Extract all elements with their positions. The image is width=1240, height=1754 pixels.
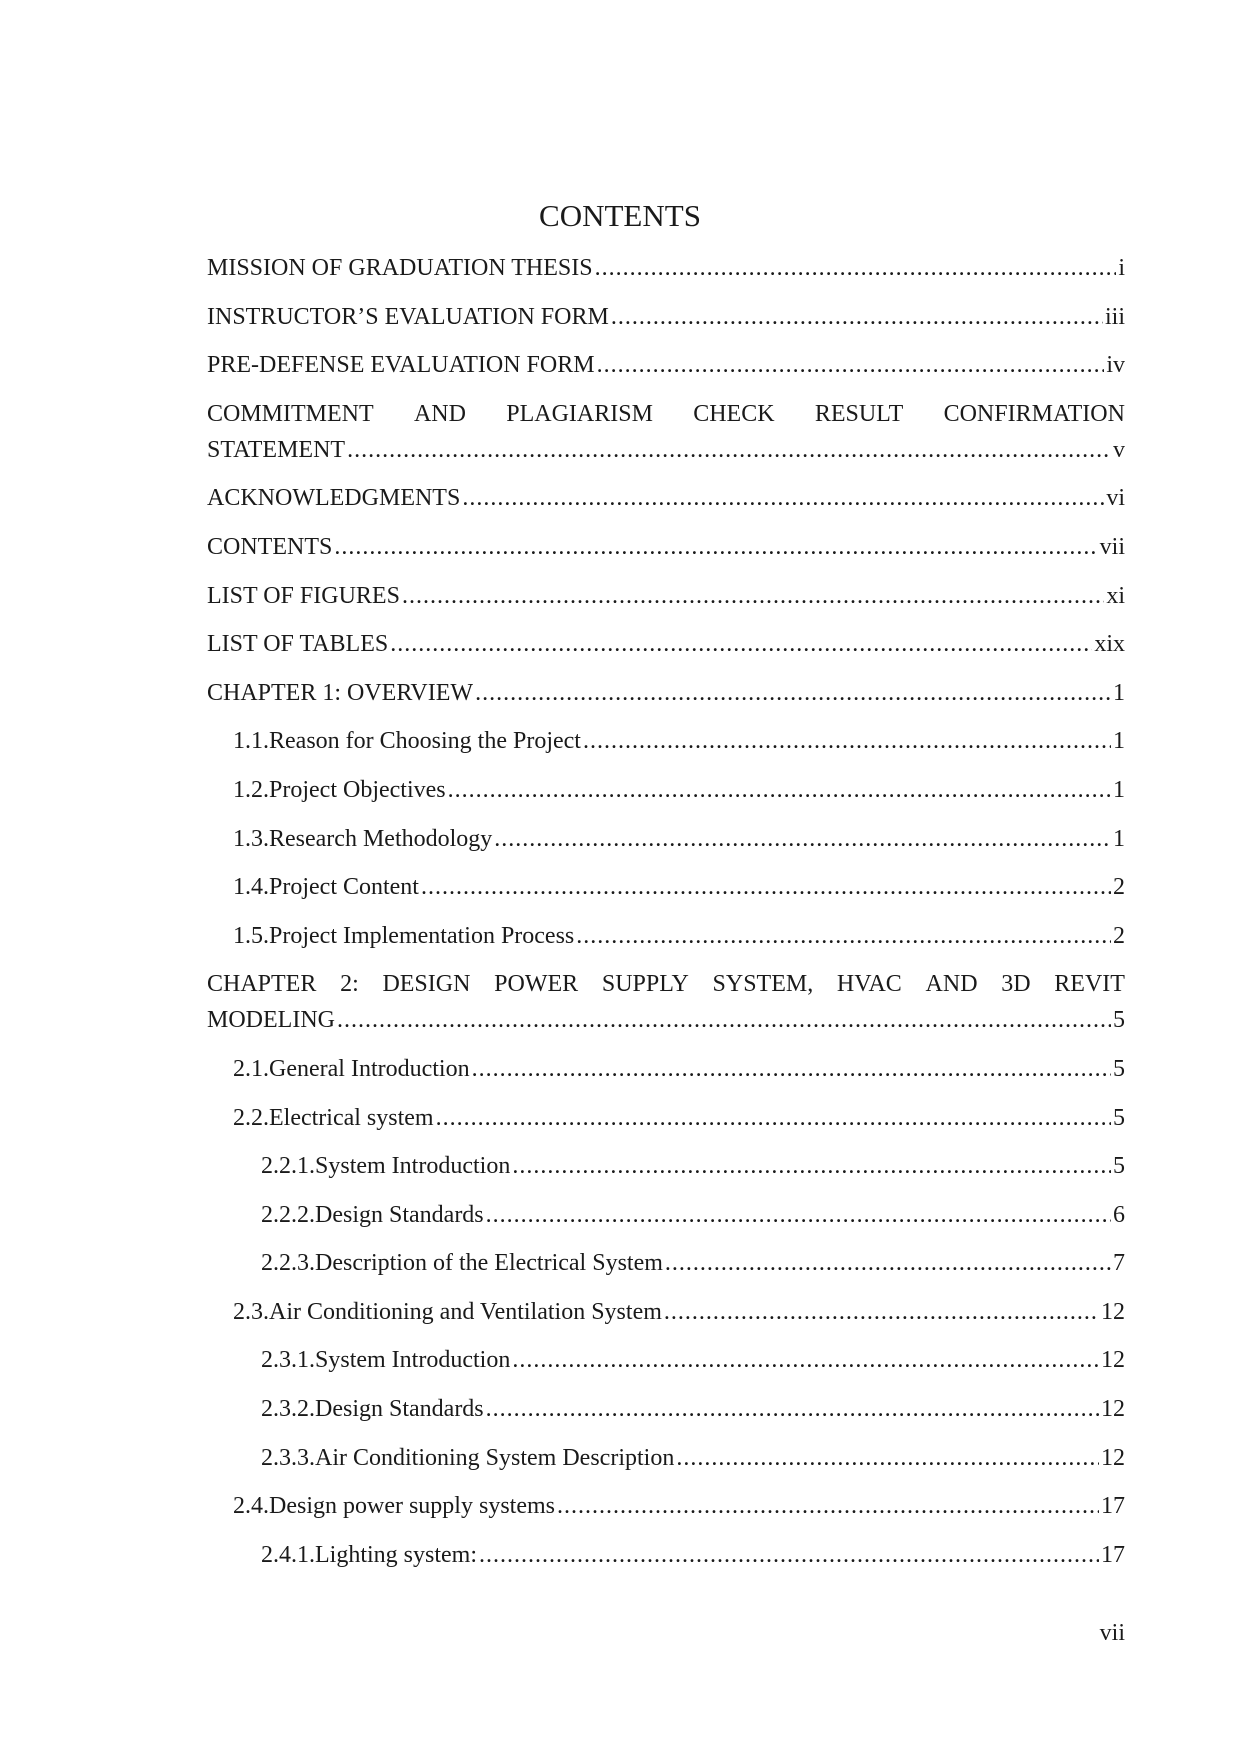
- toc-entry-page: iv: [1106, 352, 1125, 379]
- toc-entry-page: v: [1113, 436, 1125, 463]
- toc-entry-label: ACKNOWLEDGMENTS: [207, 485, 461, 512]
- dot-leader: [611, 299, 1103, 335]
- toc-entry-label: CHAPTER 1: OVERVIEW: [207, 679, 474, 706]
- dot-leader: [494, 821, 1111, 857]
- toc-entry-section[interactable]: [207, 1294, 1125, 1330]
- toc-entry-section[interactable]: [207, 723, 1125, 759]
- toc-entry-number: 1.1.: [233, 728, 269, 755]
- dot-leader: [557, 1488, 1099, 1524]
- table-of-contents: [207, 250, 1125, 1585]
- toc-entry-subsection[interactable]: [207, 1197, 1125, 1233]
- dot-leader: [512, 1148, 1111, 1184]
- toc-entry-label: Project Content: [269, 874, 419, 901]
- dot-leader: [665, 1245, 1111, 1281]
- toc-entry-subsection[interactable]: [207, 1537, 1125, 1573]
- toc-entry-number: 1.5.: [233, 922, 269, 949]
- dot-leader: [337, 1002, 1111, 1038]
- toc-entry-list-of-figures[interactable]: [207, 578, 1125, 614]
- toc-entry-number: 2.4.: [233, 1493, 269, 1520]
- toc-entry-page: 12: [1101, 1298, 1125, 1325]
- toc-entry-subsection[interactable]: [207, 1148, 1125, 1184]
- toc-entry-label: Electrical system: [269, 1104, 434, 1131]
- toc-entry-label: Lighting system:: [315, 1541, 477, 1568]
- toc-entry-page: i: [1118, 255, 1125, 281]
- toc-entry-label: System Introduction: [315, 1347, 511, 1374]
- toc-entry-chapter-1[interactable]: [207, 675, 1125, 711]
- toc-entry-page: 5: [1113, 1104, 1125, 1131]
- toc-entry-page: 2: [1113, 922, 1125, 949]
- dot-leader: [475, 675, 1111, 711]
- dot-leader: [448, 772, 1111, 808]
- dot-leader: [462, 480, 1104, 516]
- toc-entry-page: 12: [1101, 1396, 1125, 1423]
- dot-leader: [597, 347, 1105, 383]
- toc-entry-number: 2.2.1.: [261, 1153, 315, 1180]
- toc-entry-section[interactable]: [207, 869, 1125, 905]
- toc-entry-page: 1: [1113, 776, 1125, 803]
- toc-entry-label: Project Objectives: [269, 776, 446, 803]
- dot-leader: [347, 432, 1111, 468]
- toc-entry-page: 1: [1113, 728, 1125, 755]
- dot-leader: [676, 1440, 1099, 1476]
- toc-entry-page: 6: [1113, 1201, 1125, 1228]
- toc-entry-number: 1.3.: [233, 825, 269, 852]
- dot-leader: [595, 250, 1117, 286]
- toc-entry-number: 2.3.2.: [261, 1396, 315, 1423]
- dot-leader: [436, 1100, 1111, 1136]
- page-title: CONTENTS: [539, 198, 701, 233]
- toc-entry-section[interactable]: [207, 1100, 1125, 1136]
- toc-entry-label: Air Conditioning System Description: [315, 1444, 675, 1471]
- toc-entry-label: System Introduction: [315, 1153, 511, 1180]
- toc-entry-list-of-tables[interactable]: [207, 626, 1125, 662]
- toc-entry-label: Research Methodology: [269, 825, 493, 852]
- dot-leader: [486, 1391, 1099, 1427]
- toc-entry-label: INSTRUCTOR’S EVALUATION FORM: [207, 303, 609, 330]
- toc-entry-label: Description of the Electrical System: [315, 1250, 663, 1277]
- dot-leader: [334, 529, 1097, 565]
- toc-entry-label: Design Standards: [315, 1201, 484, 1228]
- toc-entry-subsection[interactable]: [207, 1440, 1125, 1476]
- dot-leader: [479, 1537, 1099, 1573]
- toc-entry-number: 2.2.2.: [261, 1201, 315, 1228]
- toc-entry-number: 2.3.3.: [261, 1444, 315, 1471]
- toc-entry-label: LIST OF FIGURES: [207, 582, 400, 609]
- toc-entry-section[interactable]: [207, 821, 1125, 857]
- dot-leader: [390, 626, 1092, 662]
- toc-entry-commitment[interactable]: [207, 396, 1125, 468]
- toc-entry-label: General Introduction: [269, 1055, 470, 1082]
- toc-entry-section[interactable]: [207, 1051, 1125, 1087]
- toc-entry-page: 7: [1113, 1250, 1125, 1277]
- toc-entry-page: xi: [1106, 582, 1125, 609]
- toc-entry-mission[interactable]: [207, 250, 1125, 286]
- toc-entry-label: Project Implementation Process: [269, 922, 575, 949]
- toc-entry-label: CONTENTS: [207, 533, 333, 560]
- toc-entry-page: iii: [1104, 303, 1125, 330]
- toc-entry-number: 2.2.3.: [261, 1250, 315, 1277]
- toc-entry-pre-defense[interactable]: [207, 347, 1125, 383]
- toc-entry-acknowledgments[interactable]: [207, 480, 1125, 516]
- toc-entry-label-line: CHAPTER 2: DESIGN POWER SUPPLY SYSTEM, HVAC AND 3D REVIT: [207, 971, 1125, 998]
- dot-leader: [576, 918, 1111, 954]
- toc-entry-label-line: COMMITMENT AND PLAGIARISM CHECK RESULT CONFIRMATION: [207, 400, 1125, 427]
- toc-entry-page: vii: [1099, 533, 1125, 560]
- toc-entry-subsection[interactable]: [207, 1391, 1125, 1427]
- toc-entry-page: 12: [1101, 1444, 1125, 1471]
- toc-entry-page: 12: [1101, 1347, 1125, 1374]
- dot-leader: [402, 578, 1104, 614]
- toc-entry-contents[interactable]: [207, 529, 1125, 565]
- toc-entry-page: vi: [1106, 485, 1125, 512]
- dot-leader: [486, 1197, 1111, 1233]
- toc-entry-page: 1: [1113, 679, 1125, 706]
- toc-entry-chapter-2[interactable]: [207, 966, 1125, 1038]
- toc-entry-page: 5: [1113, 1007, 1125, 1034]
- toc-entry-subsection[interactable]: [207, 1245, 1125, 1281]
- toc-entry-label: MISSION OF GRADUATION THESIS: [207, 255, 593, 281]
- page-number: vii: [1099, 1620, 1125, 1646]
- toc-entry-page: 17: [1101, 1493, 1125, 1520]
- toc-entry-number: 2.3.1.: [261, 1347, 315, 1374]
- toc-entry-number: 1.4.: [233, 874, 269, 901]
- toc-entry-page: xix: [1094, 631, 1125, 658]
- toc-entry-number: 2.4.1.: [261, 1541, 315, 1568]
- toc-entry-number: 2.2.: [233, 1104, 269, 1131]
- toc-entry-label: Design Standards: [315, 1396, 484, 1423]
- toc-entry-section[interactable]: [207, 772, 1125, 808]
- toc-entry-page: 17: [1101, 1541, 1125, 1568]
- toc-entry-number: 1.2.: [233, 776, 269, 803]
- toc-entry-label: Reason for Choosing the Project: [269, 728, 581, 755]
- toc-entry-number: 2.1.: [233, 1055, 269, 1082]
- toc-entry-label: PRE-DEFENSE EVALUATION FORM: [207, 352, 595, 379]
- dot-leader: [472, 1051, 1111, 1087]
- dot-leader: [583, 723, 1111, 759]
- toc-entry-page: 2: [1113, 874, 1125, 901]
- toc-entry-label: MODELING: [207, 1007, 335, 1034]
- toc-entry-instructor-evaluation[interactable]: [207, 299, 1125, 335]
- toc-entry-page: 5: [1113, 1153, 1125, 1180]
- toc-entry-page: 5: [1113, 1055, 1125, 1082]
- toc-entry-subsection[interactable]: [207, 1342, 1125, 1378]
- toc-entry-label: LIST OF TABLES: [207, 631, 389, 658]
- dot-leader: [664, 1294, 1099, 1330]
- toc-entry-page: 1: [1113, 825, 1125, 852]
- dot-leader: [512, 1342, 1099, 1378]
- toc-entry-label: Air Conditioning and Ventilation System: [269, 1298, 662, 1325]
- toc-entry-label: Design power supply systems: [269, 1493, 555, 1520]
- toc-entry-number: 2.3.: [233, 1298, 269, 1325]
- toc-entry-section[interactable]: [207, 1488, 1125, 1524]
- dot-leader: [421, 869, 1111, 905]
- toc-entry-section[interactable]: [207, 918, 1125, 954]
- toc-entry-label: STATEMENT: [207, 436, 346, 463]
